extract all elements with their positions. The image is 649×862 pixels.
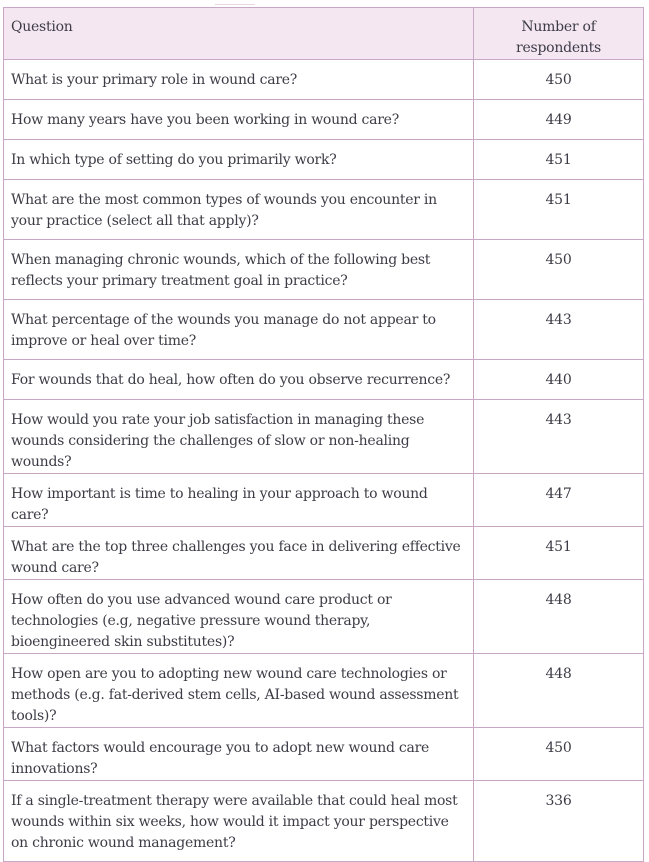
table-row [4,654,644,728]
question-cell: For wounds that do heal, how often do you observe recurrence? [4,360,474,400]
respondents-column-header: Number of respondents [474,8,644,60]
respondents-cell: 448 [474,654,644,728]
respondents-cell: 451 [474,180,644,240]
question-cell: What are the most common types of wounds you encounter in your practice (select all that apply)? [4,180,474,240]
table-row [4,180,644,240]
question-cell: How many years have you been working in wound care? [4,100,474,140]
respondents-cell: 451 [474,140,644,180]
respondents-cell: 443 [474,400,644,474]
table-row [4,240,644,300]
question-cell: How often do you use advanced wound care product or technologies (e.g, negative pressure wound therapy, bioengineered skin substitutes)? [4,580,474,654]
table-row [4,580,644,654]
respondents-cell: 440 [474,360,644,400]
table-row [4,781,644,862]
question-cell: When managing chronic wounds, which of the following best reflects your primary treatment goal in practice? [4,240,474,300]
table-row [4,728,644,781]
question-cell: What is your primary role in wound care? [4,60,474,100]
table-row [4,60,644,100]
question-cell: In which type of setting do you primarily work? [4,140,474,180]
table-row [4,300,644,360]
respondents-cell: 450 [474,728,644,781]
survey-questions-table [3,7,644,862]
question-cell: If a single-treatment therapy were available that could heal most wounds within six weeks, how would it impact your perspective on chronic wound management? [4,781,474,862]
table-row [4,474,644,527]
question-cell: How open are you to adopting new wound care technologies or methods (e.g. fat-derived stem cells, AI-based wound assessment tools)? [4,654,474,728]
question-cell: How would you rate your job satisfaction in managing these wounds considering the challenges of slow or non-healing wounds? [4,400,474,474]
respondents-cell: 443 [474,300,644,360]
respondents-cell: 447 [474,474,644,527]
table-row [4,400,644,474]
respondents-cell: 451 [474,527,644,580]
question-cell: How important is time to healing in your approach to wound care? [4,474,474,527]
survey-table-container [3,7,643,862]
table-row [4,140,644,180]
question-cell: What factors would encourage you to adopt new wound care innovations? [4,728,474,781]
respondents-cell: 449 [474,100,644,140]
question-column-header: Question [4,8,474,60]
table-row [4,360,644,400]
respondents-cell: 450 [474,240,644,300]
table-header-row [4,8,644,60]
question-cell: What are the top three challenges you face in delivering effective wound care? [4,527,474,580]
table-row [4,100,644,140]
respondents-cell: 448 [474,580,644,654]
question-cell: What percentage of the wounds you manage do not appear to improve or heal over time? [4,300,474,360]
page-top-fragment [215,0,255,5]
respondents-cell: 336 [474,781,644,862]
table-row [4,527,644,580]
respondents-cell: 450 [474,60,644,100]
